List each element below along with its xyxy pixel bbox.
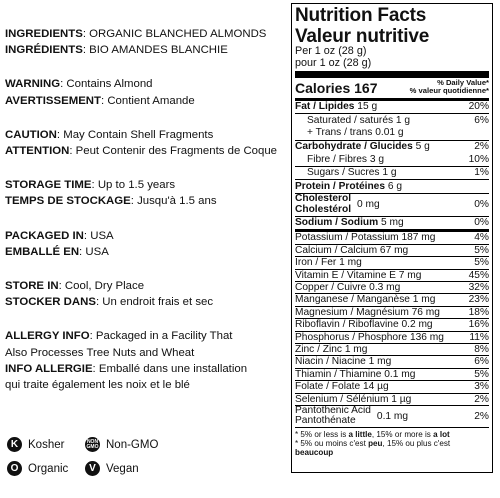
mineral-dv: 8% [474, 344, 489, 355]
mineral-label: Potassium / Potassium 187 mg [295, 232, 436, 244]
panel-title-en: Nutrition Facts [295, 5, 427, 26]
sodium-row [295, 216, 489, 230]
mineral-label: Folate / Folate 14 µg [295, 381, 389, 393]
mineral-row [295, 269, 489, 281]
organic-badge [7, 461, 68, 476]
kosher-badge [7, 437, 64, 452]
caution-label-fr: ATTENTION [5, 145, 70, 158]
mineral-row [295, 232, 489, 243]
fibre-label: Fibre / Fibres [307, 153, 368, 165]
vegan-label: Vegan [106, 462, 139, 475]
warning-text-fr: : Contient Amande [101, 94, 195, 107]
fat-label: Fat / Lipides [295, 101, 355, 113]
mineral-row [295, 306, 489, 318]
storage-time-label-fr: TEMPS DE STOCKAGE [5, 195, 131, 208]
cholesterol-row [295, 193, 489, 216]
protein-label: Protein / Protéines [295, 180, 386, 192]
mineral-dv: 5% [474, 368, 489, 380]
ingredients-label: INGREDIENTS [5, 28, 83, 40]
ingredients-text: : ORGANIC BLANCHED ALMONDS [82, 28, 267, 40]
mineral-label: Copper / Cuivre 0.3 mg [295, 281, 401, 293]
mineral-label: Niacin / Niacine 1 mg [295, 356, 392, 368]
serving-size-en: Per 1 oz (28 g) [295, 45, 367, 57]
pantothenic-amount: 0.1 mg [376, 410, 409, 422]
organic-icon: O [7, 461, 22, 476]
mineral-row [295, 380, 489, 392]
sugars-label: Sugars / Sucres [307, 167, 380, 179]
warning-label: WARNING [5, 78, 61, 91]
saturated-dv: 6% [474, 114, 489, 126]
mineral-label: Zinc / Zinc 1 mg [295, 344, 368, 355]
mineral-dv: 3% [474, 381, 489, 393]
vegan-icon: V [85, 461, 100, 476]
caution-label: CAUTION [5, 128, 57, 141]
footnote-fr: * 5% ou moins c'est peu, 15% ou plus c'est beaucoup [295, 439, 451, 458]
carbohydrate-row [295, 140, 489, 154]
mineral-dv: 6% [474, 356, 489, 368]
mineral-label: Riboflavin / Riboflavine 0.2 mg [295, 319, 433, 331]
cholesterol-dv: 0% [474, 199, 489, 211]
kosher-icon: K [7, 437, 22, 452]
warning-section [5, 76, 290, 108]
pantothenic-label-fr: Pantothénate [295, 415, 356, 427]
non-gmo-badge [85, 437, 158, 452]
product-info [5, 26, 290, 411]
caution-text-fr: : Peut Contenir des Fragments de Coque [69, 145, 278, 158]
saturated-label: Saturated / saturés [307, 114, 394, 126]
sugars-amount: 1 g [382, 167, 397, 179]
divider-thick [295, 71, 489, 78]
mineral-dv: 5% [474, 257, 489, 269]
storage-time-text: : Up to 1.5 years [91, 179, 176, 192]
fibre-row [295, 153, 489, 166]
store-label: STORE IN [5, 280, 59, 293]
mineral-row [295, 368, 489, 380]
protein-amount: 6 g [387, 180, 403, 192]
mineral-row [295, 331, 489, 343]
daily-value-header-fr: % valeur quotidienne* [409, 86, 489, 96]
cholesterol-label-en: Cholesterol [295, 193, 352, 205]
fat-row [295, 101, 489, 114]
mineral-dv: 45% [468, 269, 489, 281]
pantothenic-label-en: Pantothenic Acid [295, 405, 371, 417]
minerals-list [295, 232, 489, 427]
calories-label: Calories [295, 79, 351, 96]
panel-title-fr: Valeur nutritive [295, 26, 430, 47]
warning-label-fr: AVERTISSEMENT [5, 94, 101, 107]
packaged-text: : USA [83, 229, 114, 242]
sodium-dv: 0% [474, 217, 489, 229]
sodium-amount: 5 mg [381, 217, 404, 229]
mineral-dv: 18% [468, 306, 489, 318]
carbohydrate-amount: 5 g [415, 141, 430, 153]
saturated-amount: 1 g [395, 114, 411, 126]
packaged-label-fr: EMBALLÉ EN [5, 245, 80, 258]
mineral-label: Magnesium / Magnésium 76 mg [295, 306, 440, 318]
allergy-text-fr-2: qui traite également les noix et le blé [5, 379, 190, 392]
store-text: : Cool, Dry Place [58, 280, 145, 293]
fibre-dv: 10% [468, 153, 489, 165]
mineral-dv: 4% [474, 232, 489, 244]
mineral-label: Calcium / Calcium 67 mg [295, 244, 409, 256]
mineral-row [295, 256, 489, 268]
nutrition-facts-panel [291, 3, 493, 473]
mineral-row [295, 281, 489, 293]
mineral-row [295, 393, 489, 405]
allergy-text-1: : Packaged in a Facility That [89, 330, 233, 343]
storage-time-section [5, 177, 290, 209]
footnote-en: * 5% or less is a little, 15% or more is a lot [295, 429, 450, 439]
fibre-amount: 3 g [369, 153, 385, 165]
mineral-row [295, 355, 489, 367]
mineral-dv: 2% [474, 393, 489, 405]
allergy-text-2: Also Processes Tree Nuts and Wheat [5, 346, 195, 359]
saturated-row [295, 113, 489, 127]
non-gmo-label: Non-GMO [106, 438, 159, 451]
serving-size-fr: pour 1 oz (28 g) [295, 56, 372, 69]
daily-value-header-en: % Daily Value* [437, 77, 489, 87]
mineral-dv: 11% [469, 331, 489, 343]
allergy-text-fr-1: : Emballé dans une installation [92, 362, 248, 375]
mineral-label: Thiamin / Thiamine 0.1 mg [295, 368, 416, 380]
mineral-dv: 23% [468, 294, 489, 306]
storage-time-text-fr: : Jusqu'à 1.5 ans [130, 195, 217, 208]
allergy-label-fr: INFO ALLERGIE [5, 362, 93, 375]
store-text-fr: : Un endroit frais et sec [95, 296, 214, 309]
mineral-label: Vitamin E / Vitamine E 7 mg [295, 269, 422, 281]
mineral-label: Iron / Fer 1 mg [295, 257, 362, 269]
carbohydrate-dv: 2% [474, 141, 489, 153]
mineral-dv: 16% [468, 319, 489, 331]
sugars-row [295, 166, 489, 180]
packaged-section [5, 228, 290, 260]
mineral-label: Selenium / Sélénium 1 µg [295, 393, 412, 405]
packaged-label: PACKAGED IN [5, 229, 84, 242]
footnote [295, 427, 489, 458]
mineral-row [295, 293, 489, 305]
warning-text: : Contains Almond [60, 78, 153, 91]
caution-section [5, 127, 290, 159]
calories-value: 167 [354, 79, 378, 96]
cholesterol-label-fr: Cholestérol [295, 203, 352, 215]
mineral-label: Manganese / Manganèse 1 mg [295, 294, 436, 306]
fat-dv: 20% [468, 101, 489, 113]
ingredients-section [5, 26, 290, 58]
sugars-dv: 1% [474, 167, 489, 179]
packaged-text-fr: : USA [79, 245, 109, 258]
allergy-label: ALLERGY INFO [5, 330, 90, 343]
cholesterol-amount: 0 mg [357, 199, 380, 211]
mineral-row [295, 318, 489, 330]
trans-amount: 0.01 g [375, 127, 404, 139]
storage-time-label: STORAGE TIME [5, 179, 92, 192]
carbohydrate-label: Carbohydrate / Glucides [295, 141, 413, 153]
mineral-label: Phosphorus / Phosphore 136 mg [295, 331, 444, 343]
ingredients-text-fr: : BIO AMANDES BLANCHIE [82, 44, 228, 57]
store-label-fr: STOCKER DANS [5, 296, 96, 309]
mineral-row [295, 244, 489, 256]
mineral-dv: 32% [468, 281, 489, 293]
ingredients-label-fr: INGRÉDIENTS [5, 44, 83, 57]
sodium-label: Sodium / Sodium [295, 217, 379, 229]
trans-row [295, 127, 489, 140]
mineral-row [295, 343, 489, 355]
protein-row [295, 179, 489, 193]
pantothenic-row [295, 405, 489, 427]
caution-text: : May Contain Shell Fragments [56, 128, 214, 141]
vegan-badge [85, 461, 139, 476]
kosher-label: Kosher [28, 438, 65, 451]
trans-label: + Trans / trans [307, 127, 373, 139]
store-section [5, 278, 290, 310]
pantothenic-dv: 2% [474, 410, 489, 422]
organic-label: Organic [28, 462, 69, 475]
calories-row [295, 78, 489, 98]
non-gmo-icon: NON GMO [85, 437, 100, 452]
allergy-section [5, 328, 290, 393]
fat-amount: 15 g [357, 101, 378, 113]
mineral-dv: 5% [474, 244, 489, 256]
